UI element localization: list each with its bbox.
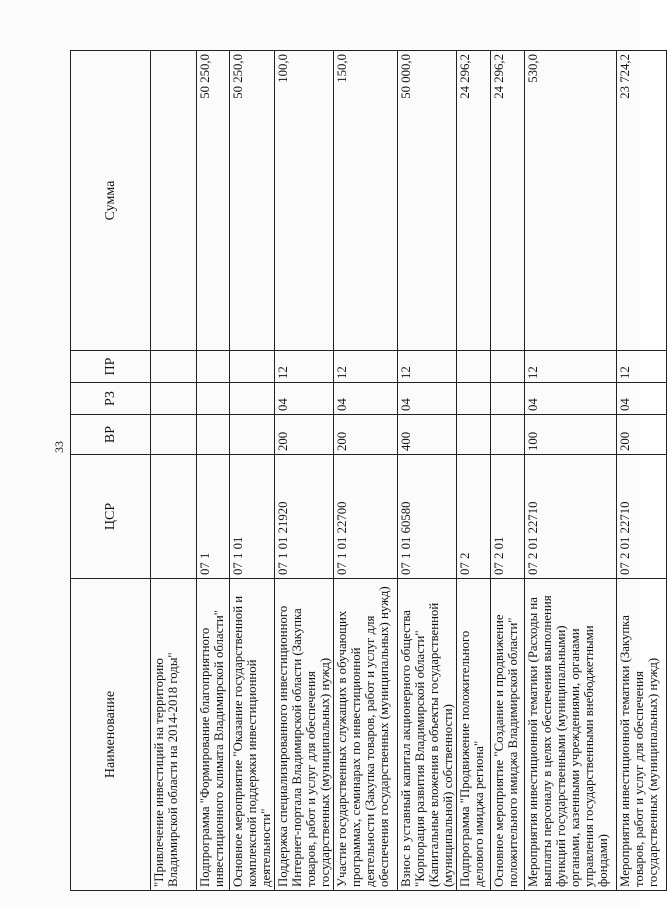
cell-sum: 100,0 xyxy=(275,51,334,351)
cell-csr: 07 2 01 xyxy=(491,455,525,579)
cell-csr: 07 1 xyxy=(197,455,230,579)
cell-name: Основное мероприятие "Создание и продвижение положительного имиджа Владимирской области" xyxy=(491,579,525,891)
table-row xyxy=(230,51,275,891)
table-row xyxy=(491,51,525,891)
cell-pr: 12 xyxy=(617,351,667,383)
cell-csr: 07 2 01 22710 xyxy=(617,455,667,579)
cell-csr: 07 2 xyxy=(457,455,491,579)
cell-pr: 12 xyxy=(525,351,617,383)
cell-pr xyxy=(230,351,275,383)
cell-name: Подпрограмма "Продвижение положительного делового имиджа региона" xyxy=(457,579,491,891)
cell-rz: 04 xyxy=(525,383,617,415)
cell-pr xyxy=(151,351,197,383)
header-rz: РЗ xyxy=(71,383,151,415)
cell-vr: 200 xyxy=(617,415,667,455)
cell-pr xyxy=(457,351,491,383)
cell-name: Мероприятия инвестиционной тематики (Расходы на выплаты персоналу в целях обеспечения выполнения функций государственными (муниципальными) органами, казенными учреждениями, органами управления государственными внебюджетными фондами) xyxy=(525,579,617,891)
table-row xyxy=(151,51,197,891)
cell-vr: 100 xyxy=(525,415,617,455)
cell-csr xyxy=(151,455,197,579)
cell-sum: 50 250,0 xyxy=(230,51,275,351)
cell-vr xyxy=(491,415,525,455)
cell-vr: 200 xyxy=(275,415,334,455)
cell-sum: 50 250,0 xyxy=(197,51,230,351)
cell-pr xyxy=(491,351,525,383)
cell-vr xyxy=(197,415,230,455)
cell-vr: 400 xyxy=(398,415,457,455)
cell-name: Взнос в уставный капитал акционерного общества "Корпорация развития Владимирской области" (Капитальные вложения в объекты государственной (муниципальной) собственности) xyxy=(398,579,457,891)
table-row xyxy=(197,51,230,891)
table-row xyxy=(617,51,667,891)
table-header-row xyxy=(71,51,151,891)
cell-rz xyxy=(457,383,491,415)
cell-vr: 200 xyxy=(334,415,398,455)
header-vr: ВР xyxy=(71,415,151,455)
budget-table xyxy=(70,50,667,891)
cell-csr: 07 1 01 21920 xyxy=(275,455,334,579)
cell-rz: 04 xyxy=(398,383,457,415)
cell-vr xyxy=(230,415,275,455)
cell-pr: 12 xyxy=(398,351,457,383)
cell-name: Мероприятия инвестиционной тематики (Закупка товаров, работ и услуг для обеспечения государственных (муниципальных) нужд) xyxy=(617,579,667,891)
cell-rz: 04 xyxy=(275,383,334,415)
header-csr: ЦСР xyxy=(71,455,151,579)
cell-name: Основное мероприятие "Оказание государственной и комплексной поддержки инвестиционной деятельности" xyxy=(230,579,275,891)
cell-sum: 23 724,2 xyxy=(617,51,667,351)
table-row xyxy=(457,51,491,891)
header-pr: ПР xyxy=(71,351,151,383)
cell-rz: 04 xyxy=(617,383,667,415)
cell-pr: 12 xyxy=(275,351,334,383)
cell-name: Участие государственных служащих в обучающих программах, семинарах по инвестиционной деятельности (Закупка товаров, работ и услуг для обеспечения государственных (муниципальных) нужд) xyxy=(334,579,398,891)
cell-sum: 24 296,2 xyxy=(491,51,525,351)
cell-pr: 12 xyxy=(334,351,398,383)
cell-name: Поддержка специализированного инвестиционного Интернет-портала Владимирской области (Закупка товаров, работ и услуг для обеспечения государственных (муниципальных) нужд) xyxy=(275,579,334,891)
cell-name: Подпрограмма "Формирование благоприятного инвестиционного климата Владимирской области" xyxy=(197,579,230,891)
table-row xyxy=(334,51,398,891)
table-row xyxy=(525,51,617,891)
cell-rz: 04 xyxy=(334,383,398,415)
cell-csr: 07 2 01 22710 xyxy=(525,455,617,579)
cell-rz xyxy=(151,383,197,415)
cell-rz xyxy=(230,383,275,415)
cell-sum xyxy=(151,51,197,351)
header-sum: Сумма xyxy=(71,51,151,351)
cell-name: "Привлечение инвестиций на территорию Владимирской области на 2014-2018 годы" xyxy=(151,579,197,891)
cell-sum: 150,0 xyxy=(334,51,398,351)
cell-vr xyxy=(457,415,491,455)
cell-rz xyxy=(197,383,230,415)
cell-csr: 07 1 01 22700 xyxy=(334,455,398,579)
cell-sum: 24 296,2 xyxy=(457,51,491,351)
table-row xyxy=(398,51,457,891)
table-row xyxy=(275,51,334,891)
cell-rz xyxy=(491,383,525,415)
header-name: Наименование xyxy=(71,579,151,891)
cell-pr xyxy=(197,351,230,383)
cell-vr xyxy=(151,415,197,455)
cell-sum: 530,0 xyxy=(525,51,617,351)
cell-csr: 07 1 01 xyxy=(230,455,275,579)
cell-sum: 50 000,0 xyxy=(398,51,457,351)
page-number: 33 xyxy=(52,441,66,453)
cell-csr: 07 1 01 60580 xyxy=(398,455,457,579)
